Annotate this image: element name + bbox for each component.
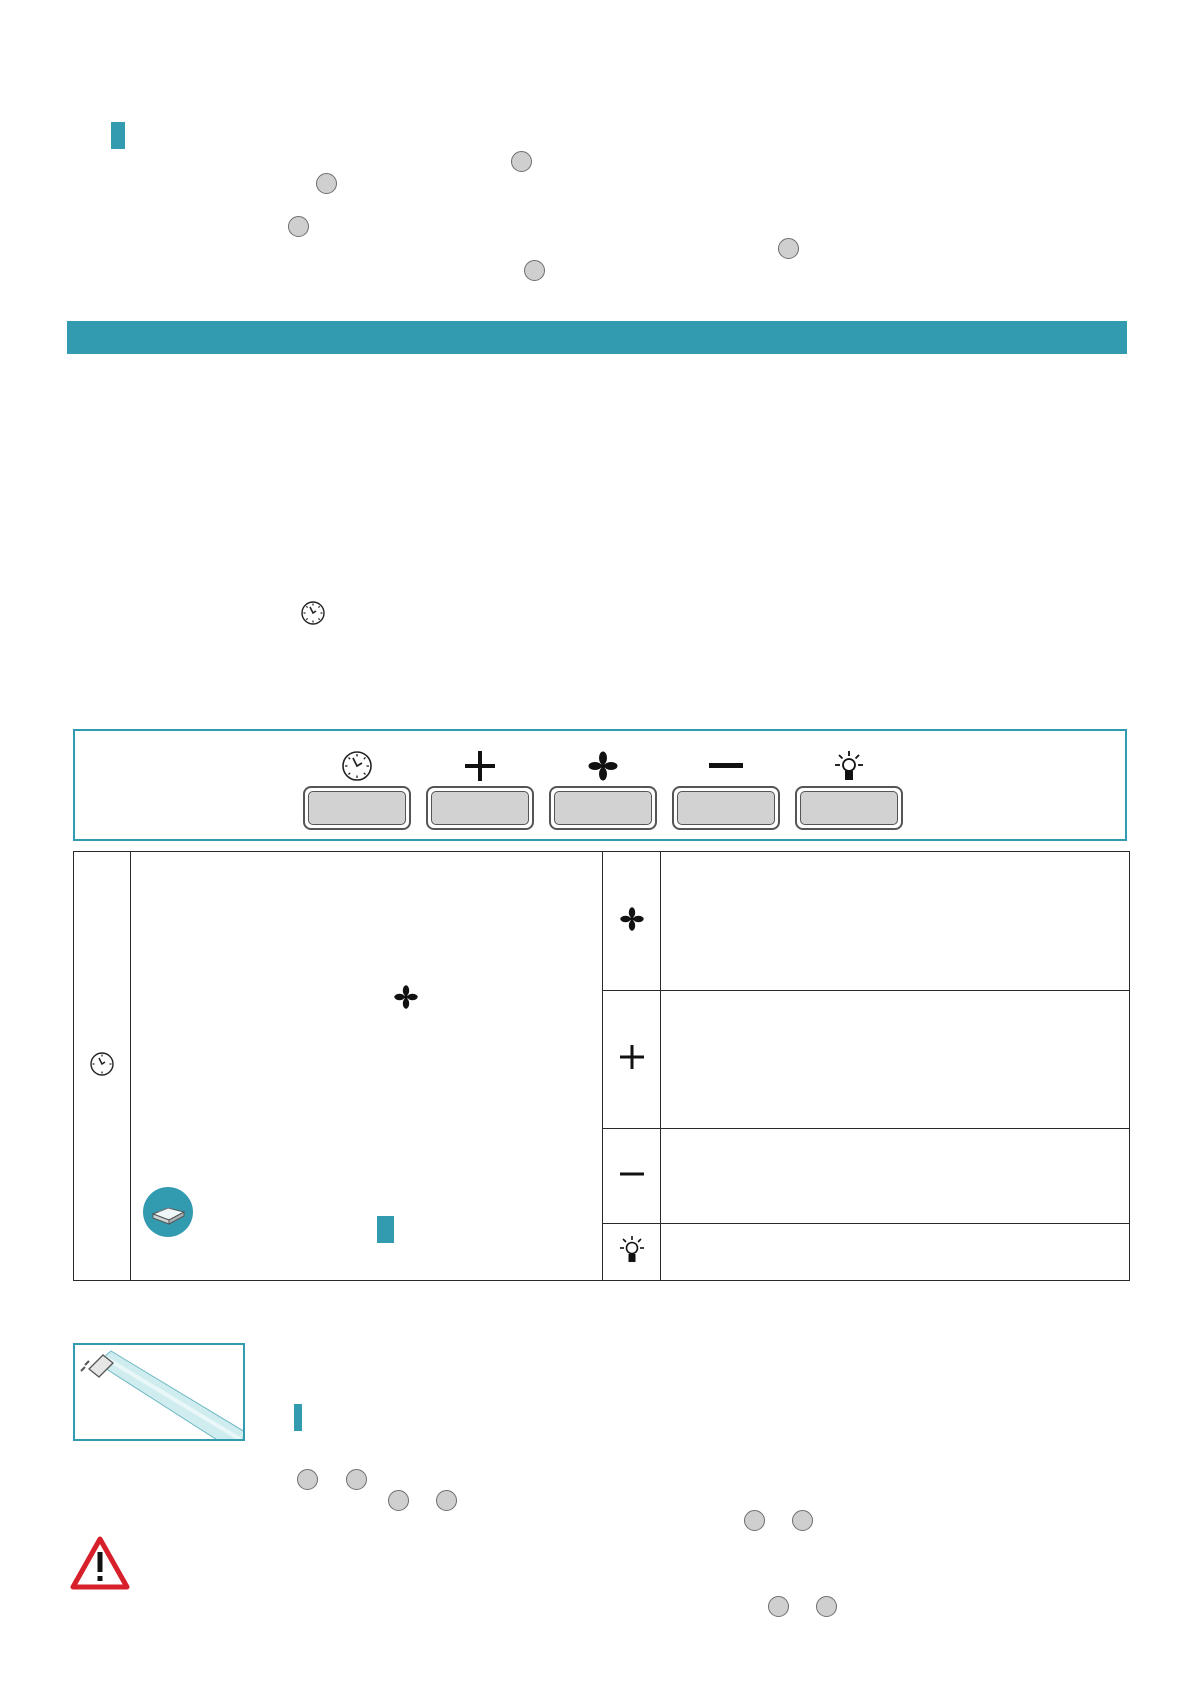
- plus-icon: [619, 1057, 645, 1074]
- plus-icon: [426, 749, 534, 783]
- reference-circle: [511, 151, 532, 172]
- control-timer: [303, 731, 411, 843]
- plus-button[interactable]: [426, 786, 534, 830]
- reference-circle: [778, 238, 799, 259]
- warning-icon: [70, 1536, 130, 1590]
- reference-circle: [346, 1469, 367, 1490]
- plus-description-cell: [661, 991, 1130, 1129]
- control-panel: [73, 729, 1127, 841]
- light-row-icon-cell: [603, 1224, 661, 1281]
- section-marker: [294, 1404, 302, 1431]
- fan-row-icon-cell: [603, 852, 661, 991]
- reference-circle: [316, 173, 337, 194]
- reference-circle: [816, 1596, 837, 1617]
- minus-description-cell: [661, 1129, 1130, 1224]
- reference-circle: [524, 260, 545, 281]
- control-minus: [672, 731, 780, 843]
- plus-row-icon-cell: [603, 991, 661, 1129]
- fan-icon: [393, 984, 419, 1010]
- light-bulb-icon: [795, 749, 903, 783]
- function-table: [73, 851, 1130, 1281]
- minus-button[interactable]: [672, 786, 780, 830]
- reference-circle: [768, 1596, 789, 1617]
- section-banner: [67, 321, 1127, 354]
- minus-row-icon-cell: [603, 1129, 661, 1224]
- reference-circle: [792, 1510, 813, 1531]
- section-marker: [377, 1216, 394, 1243]
- manual-book-icon: [143, 1187, 193, 1237]
- light-description-cell: [661, 1224, 1130, 1281]
- minus-icon: [672, 749, 780, 783]
- timer-row-icon-cell: [74, 852, 131, 1281]
- reference-circle: [288, 216, 309, 237]
- clock-icon: [89, 1064, 115, 1081]
- fan-icon: [549, 749, 657, 783]
- reference-circle: [744, 1510, 765, 1531]
- section-marker: [111, 122, 125, 149]
- reference-circle: [436, 1490, 457, 1511]
- fan-icon: [619, 919, 645, 936]
- minus-icon: [619, 1174, 645, 1191]
- timer-description-cell: [131, 852, 603, 1281]
- reference-circle: [388, 1490, 409, 1511]
- fluorescent-tube-image: [73, 1343, 245, 1441]
- fan-description-cell: [661, 852, 1130, 991]
- clock-icon: [300, 600, 326, 626]
- control-plus: [426, 731, 534, 843]
- light-bulb-icon: [617, 1252, 647, 1269]
- control-fan: [549, 731, 657, 843]
- light-button[interactable]: [795, 786, 903, 830]
- clock-icon: [303, 749, 411, 783]
- timer-button[interactable]: [303, 786, 411, 830]
- control-light: [795, 731, 903, 843]
- fan-button[interactable]: [549, 786, 657, 830]
- reference-circle: [297, 1469, 318, 1490]
